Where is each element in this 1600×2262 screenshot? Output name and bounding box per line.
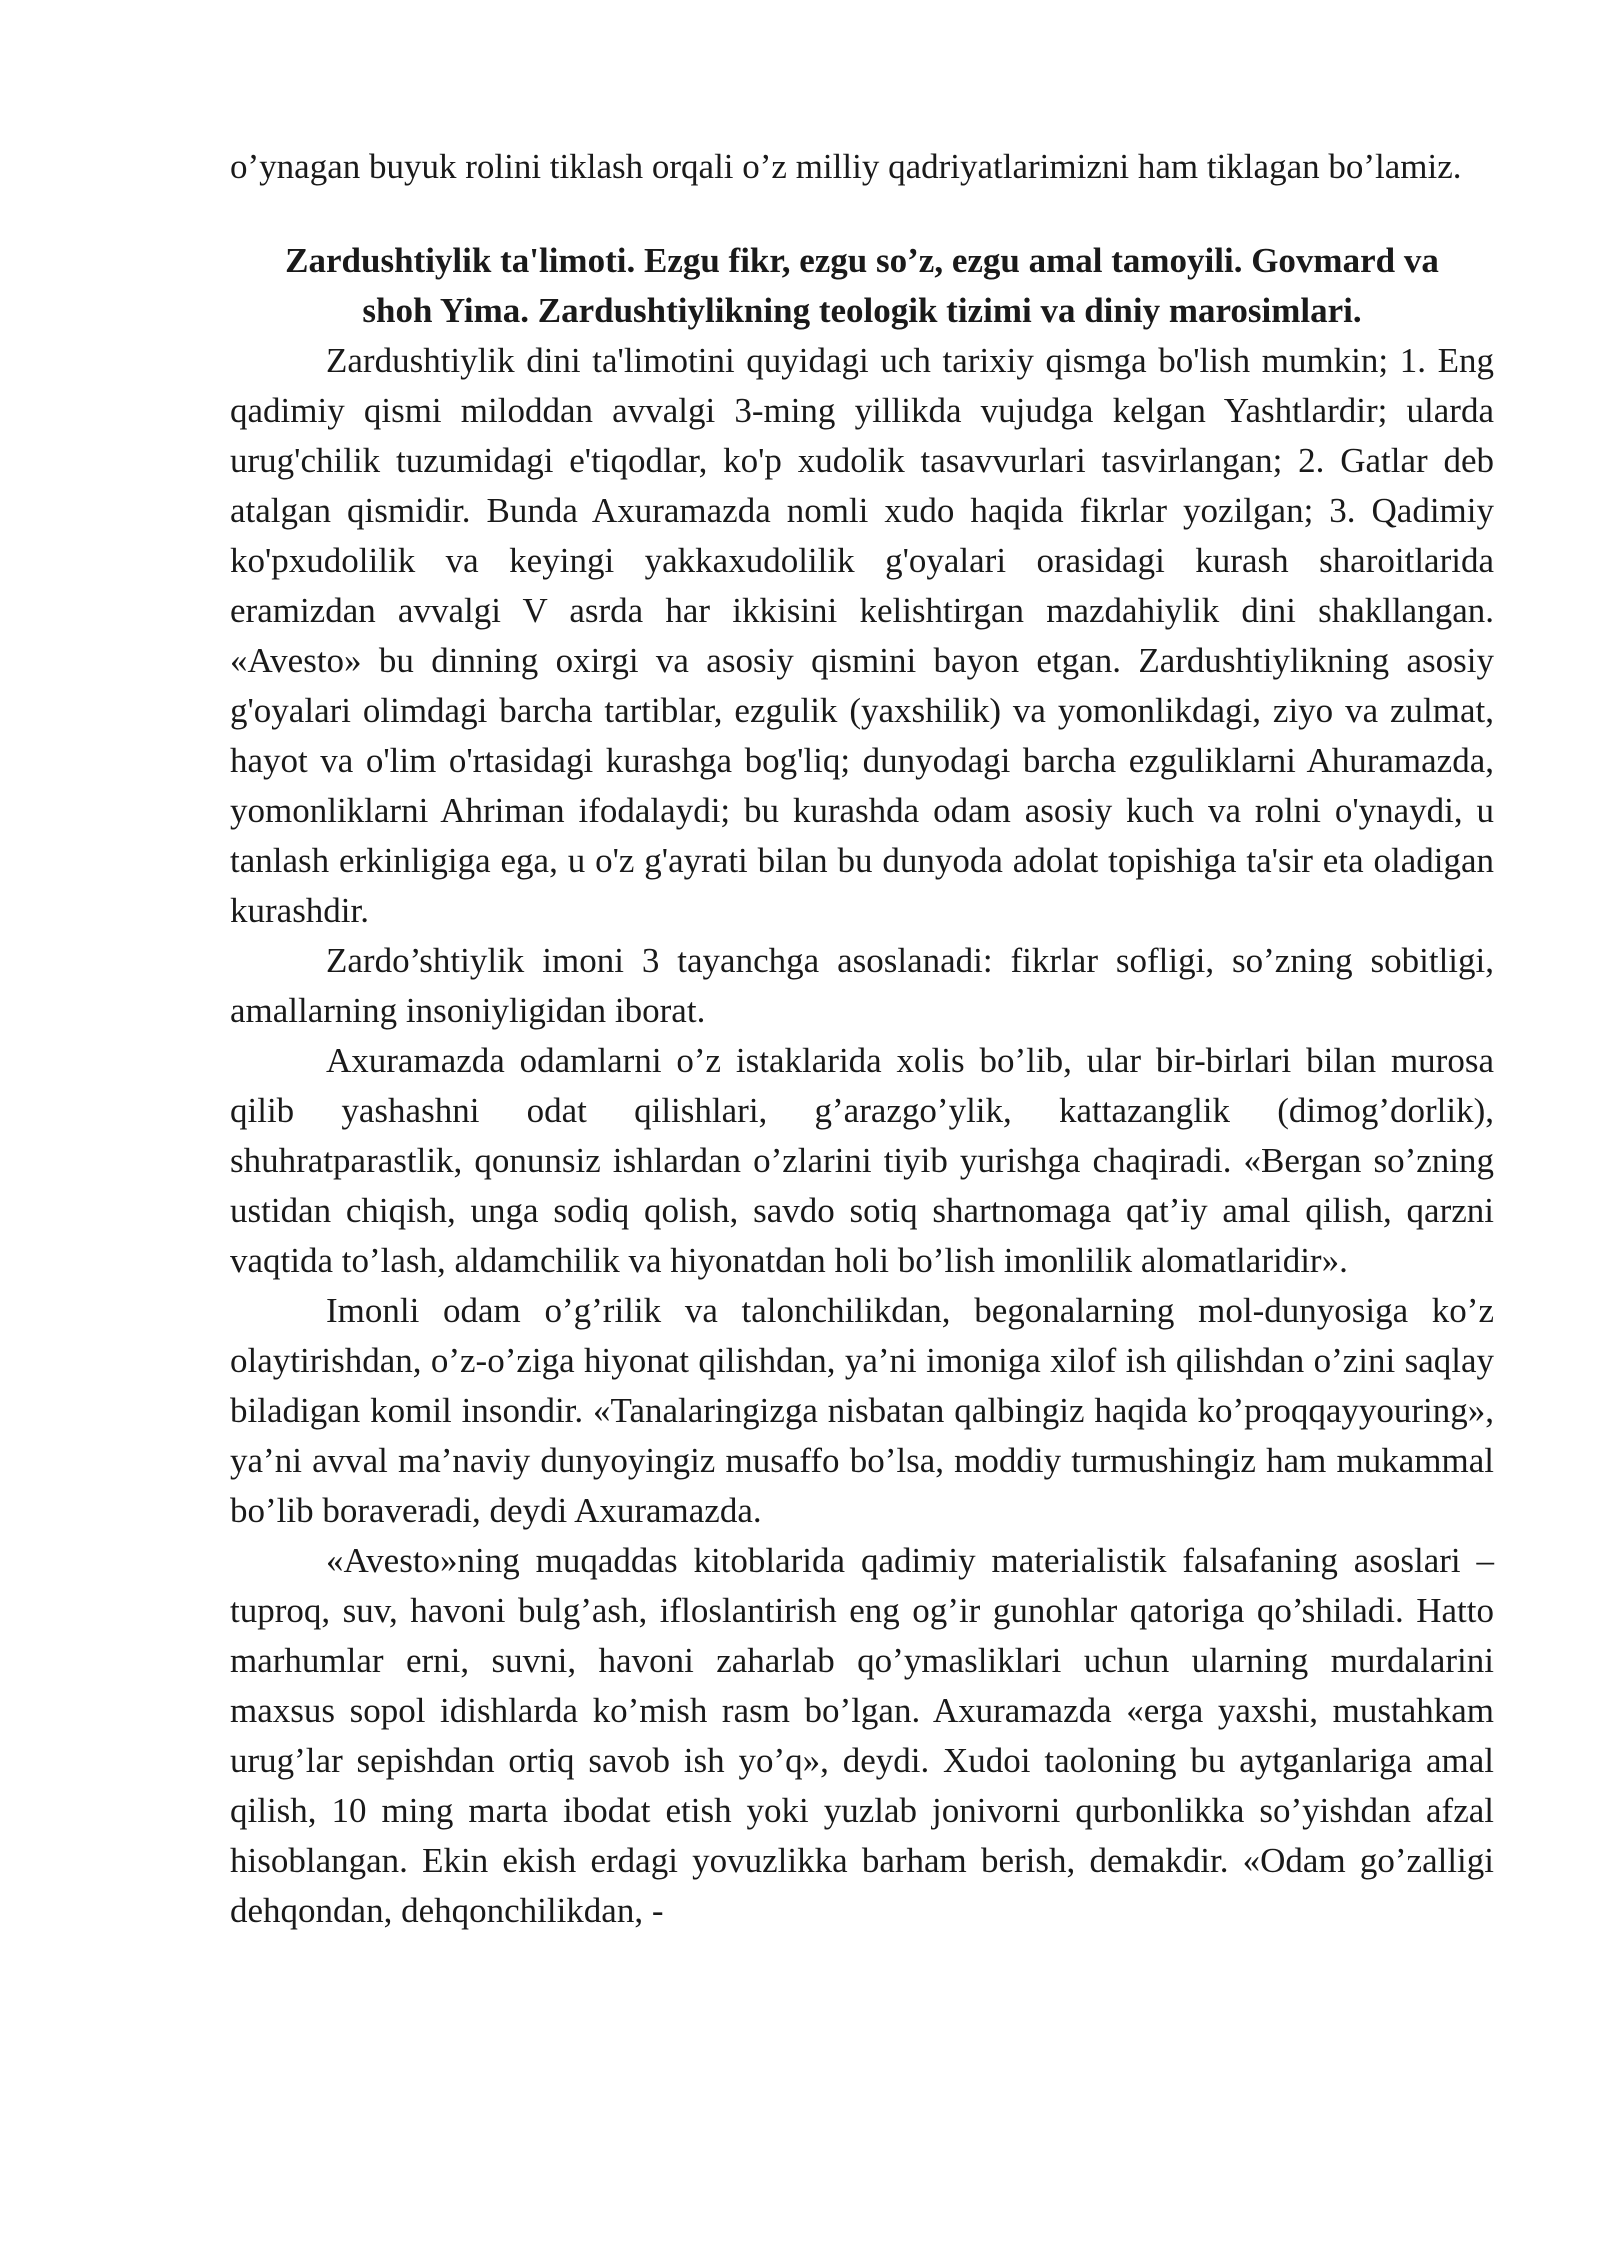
paragraph-5: «Avesto»ning muqaddas kitoblarida qadimiy materialistik falsafaning asoslari – tuproq, suv, havoni bulg’ash, ifloslantirish eng og’ir gunohlar qatoriga qo’shiladi. Hatto marhumlar erni, suvni, havoni zaharlab qo’ymasliklari uchun ularning murdalarini maxsus sopol idishlarda ko’mish rasm bo’lgan. Axuramazda «erga yaxshi, mustahkam urug’lar sepishdan ortiq savob ish yo’q», deydi. Xudoi taoloning bu aytganlariga amal qilish, 10 ming marta ibodat etish yoki yuzlab jonivorni qurbonlikka so’yishdan afzal hisoblangan. Ekin ekish erdagi yovuzlikka barham berish, demakdir. «Odam go’zalligi dehqondan, dehqonchilikdan, - xyxy=(230,1541,1494,1930)
document-page xyxy=(230,142,1494,1936)
section-heading: Zardushtiylik ta'limoti. Ezgu fikr, ezgu so’z, ezgu amal tamoyili. Govmard va shoh Yima. Zardushtiylikning teologik tizimi va diniy marosimlari. xyxy=(285,241,1439,330)
paragraph-2: Zardo’shtiylik imoni 3 tayanchga asoslanadi: fikrlar sofligi, so’zning sobitligi, amallarning insoniyligidan iborat. xyxy=(230,941,1494,1030)
intro-continuation: o’ynagan buyuk rolini tiklash orqali o’z milliy qadriyatlarimizni ham tiklagan bo’lamiz. xyxy=(230,147,1462,186)
paragraph-3: Axuramazda odamlarni o’z istaklarida xolis bo’lib, ular bir-birlari bilan murosa qilib yashashni odat qilishlari, g’arazgo’ylik, kattazanglik (dimog’dorlik), shuhratparastlik, qonunsiz ishlardan o’zlarini tiyib yurishga chaqiradi. «Bergan so’zning ustidan chiqish, unga sodiq qolish, savdo sotiq shartnomaga qat’iy amal qilish, qarzni vaqtida to’lash, aldamchilik va hiyonatdan holi bo’lish imonlilik alomatlaridir». xyxy=(230,1041,1494,1280)
paragraph-4: Imonli odam o’g’rilik va talonchilikdan, begonalarning mol-dunyosiga ko’z olaytirishdan, o’z-o’ziga hiyonat qilishdan, ya’ni imoniga xilof ish qilishdan o’zini saqlay biladigan komil insondir. «Tanalaringizga nisbatan qalbingiz haqida ko’proqqayyouring», ya’ni avval ma’naviy dunyoyingiz musaffo bo’lsa, moddiy turmushingiz ham mukammal bo’lib boraveradi, deydi Axuramazda. xyxy=(230,1291,1494,1530)
paragraph-1: Zardushtiylik dini ta'limotini quyidagi uch tarixiy qismga bo'lish mumkin; 1. Eng qadimiy qismi miloddan avvalgi 3-ming yillikda vujudga kelgan Yashtlardir; ularda urug'chilik tuzumidagi e'tiqodlar, ko'p xudolik tasavvurlari tasvirlangan; 2. Gatlar deb atalgan qismidir. Bunda Axuramazda nomli xudo haqida fikrlar yozilgan; 3. Qadimiy ko'pxudolilik va keyingi yakkaxudolilik g'oyalari orasidagi kurash sharoitlarida eramizdan avvalgi V asrda har ikkisini kelishtirgan mazdahiylik dini shakllangan. «Avesto» bu dinning oxirgi va asosiy qismini bayon etgan. Zardushtiylikning asosiy g'oyalari olimdagi barcha tartiblar, ezgulik (yaxshilik) va yomonlikdagi, ziyo va zulmat, hayot va o'lim o'rtasidagi kurashga bog'liq; dunyodagi barcha ezguliklarni Ahuramazda, yomonliklarni Ahriman ifodalaydi; bu kurashda odam asosiy kuch va rolni o'ynaydi, u tanlash erkinligiga ega, u o'z g'ayrati bilan bu dunyoda adolat topishiga ta'sir eta oladigan kurashdir. xyxy=(230,341,1494,930)
